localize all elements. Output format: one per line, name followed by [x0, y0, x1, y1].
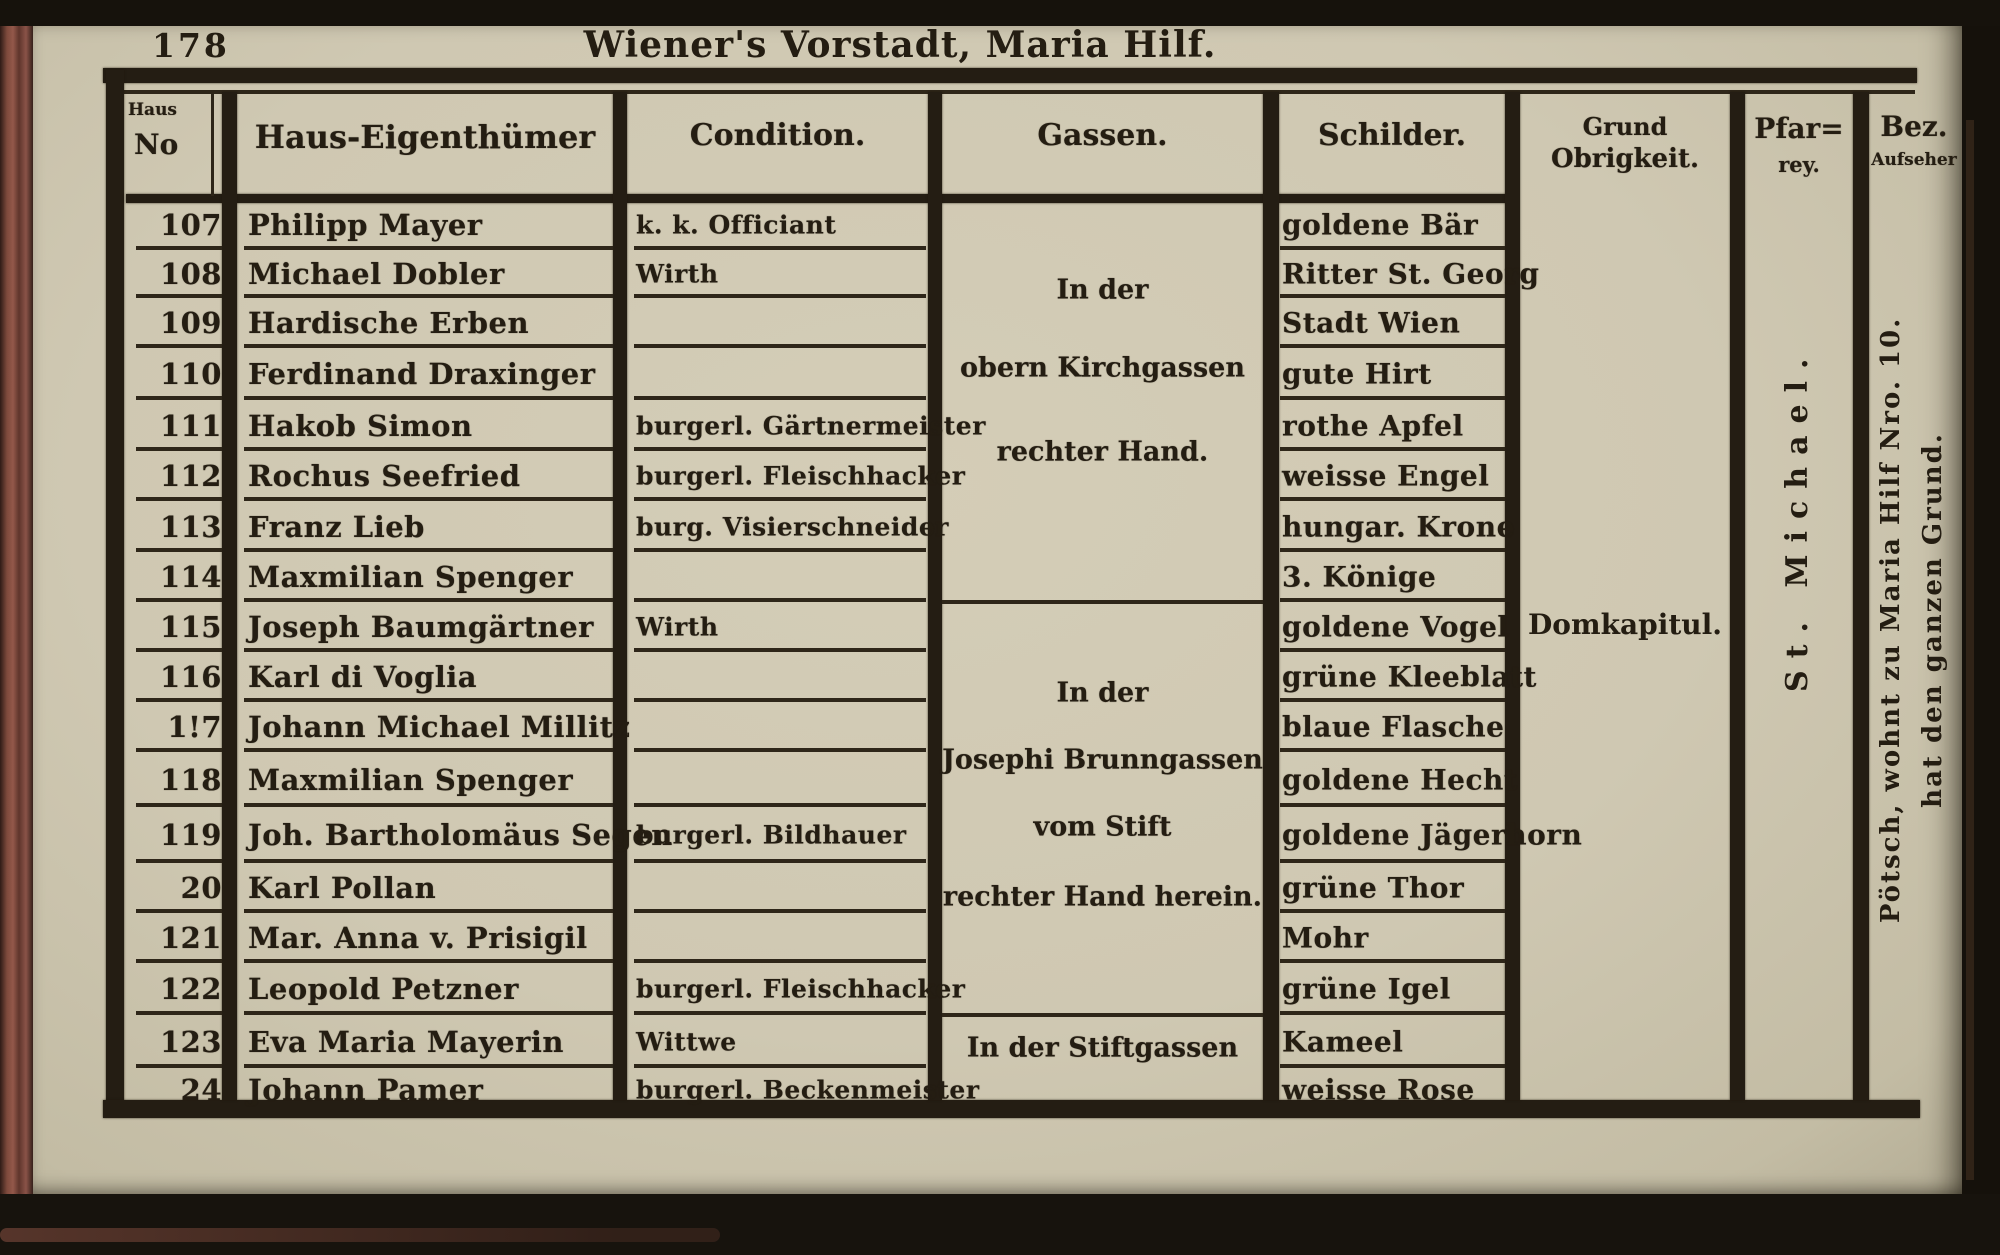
cell-condition: Wirth [636, 612, 719, 642]
table-row [126, 298, 1508, 348]
cell-schild: goldene Vogel [1282, 610, 1509, 644]
cell-grund-obrigkeit: Domkapitul. [1527, 608, 1723, 641]
table-row [126, 752, 1518, 807]
cell-owner: Karl di Voglia [248, 660, 478, 694]
col-divider-pfarrey-bez [1853, 92, 1869, 1100]
cell-haus-no: 114 [159, 560, 222, 594]
cell-owner: Franz Lieb [248, 509, 425, 544]
table-row [126, 963, 1508, 1015]
cell-owner: Ferdinand Draxinger [248, 357, 596, 391]
gassen-group1-line1: In der [1056, 274, 1149, 306]
cell-haus-no: 111 [159, 408, 222, 443]
cell-schild: goldene Hecht [1282, 763, 1518, 796]
col-divider-grund-pfarrey [1730, 92, 1745, 1100]
table-row [126, 1015, 1508, 1068]
cell-schild: 3. Könige [1282, 560, 1437, 594]
gassen-group3-line1: In der Stiftgassen [966, 1032, 1239, 1064]
cell-schild: Kameel [1282, 1025, 1404, 1058]
cell-haus-no: 118 [159, 762, 222, 797]
table-row [126, 652, 1537, 702]
cell-schild: hungar. Krone [1282, 510, 1515, 543]
cell-owner: Hakob Simon [248, 408, 473, 443]
cell-owner: Joseph Baumgärtner [248, 610, 594, 644]
cell-condition: burgerl. Fleischhacker [636, 461, 966, 491]
table-border-top-inner [120, 90, 1915, 94]
header-grund-line2: Obrigkeit. [1550, 144, 1700, 174]
cell-schild: grüne Thor [1282, 871, 1465, 905]
cell-schild: Ritter St. Georg [1282, 257, 1540, 291]
table-row [126, 250, 1540, 298]
cell-owner: Michael Dobler [248, 257, 505, 291]
gassen-group2-line3: vom Stift [1033, 811, 1172, 843]
table-row [126, 913, 1508, 963]
cell-haus-no: 1!7 [167, 710, 222, 744]
cell-owner: Johann Pamer [248, 1073, 484, 1107]
cell-haus-no: 122 [159, 972, 222, 1006]
header-pfarrey-line1: Pfar= [1754, 112, 1844, 145]
gassen-group2-line4: rechter Hand herein. [942, 881, 1263, 913]
cell-haus-no: 121 [159, 921, 222, 955]
cell-owner: Philipp Mayer [248, 208, 483, 242]
cell-condition: burgerl. Gärtnermeister [636, 411, 986, 440]
table-row [126, 451, 1508, 501]
header-schilder: Schilder. [1317, 118, 1467, 153]
cell-schild: blaue Flasche [1282, 710, 1505, 744]
table-row [126, 1068, 1508, 1112]
page-number: 178 [152, 26, 230, 65]
cell-owner: Joh. Bartholomäus Segen [248, 818, 673, 852]
cell-schild: grüne Kleeblatt [1282, 660, 1537, 694]
cell-haus-no: 24 [180, 1073, 222, 1107]
table-row [126, 807, 1583, 863]
cell-pfarrey-rotated: St. Michael. [1780, 346, 1815, 692]
cell-haus-no: 113 [159, 509, 222, 544]
cell-owner: Hardische Erben [248, 306, 530, 340]
cell-condition: burgerl. Bildhauer [636, 820, 907, 850]
cell-haus-no: 112 [159, 459, 222, 493]
header-haus: Haus [128, 100, 178, 120]
header-owner: Haus-Eigenthümer [254, 118, 596, 156]
gassen-group2-line1: In der [1056, 677, 1149, 709]
header-no: No [134, 128, 179, 161]
gassen-group-divider-1 [942, 600, 1263, 604]
cell-haus-no: 119 [159, 818, 222, 852]
cell-owner: Johann Michael Millitz [248, 710, 631, 744]
cell-condition: k. k. Officiant [636, 210, 837, 240]
cell-owner: Rochus Seefried [248, 459, 521, 493]
haus-no-header-divider [211, 94, 214, 196]
cell-haus-no: 110 [159, 357, 222, 391]
cell-haus-no: 108 [159, 257, 222, 291]
table-row [126, 702, 1508, 752]
cell-haus-no: 107 [159, 208, 222, 242]
table-row [126, 863, 1508, 913]
cell-condition: burg. Visierschneider [636, 512, 949, 541]
table-row [126, 552, 1508, 602]
cell-haus-no: 109 [159, 306, 222, 340]
cell-owner: Mar. Anna v. Prisigil [248, 921, 588, 955]
cell-bez-aufseher-rotated [1870, 290, 1954, 950]
cell-haus-no: 123 [159, 1024, 222, 1059]
cell-haus-no: 116 [159, 660, 222, 694]
cell-owner: Maxmilian Spenger [248, 560, 574, 594]
cell-schild: goldene Jägerhorn [1282, 818, 1583, 852]
cell-owner: Eva Maria Mayerin [248, 1024, 564, 1059]
bez-aufseher-line2: hat den ganzen Grund. [1918, 432, 1948, 808]
cell-condition: Wirth [636, 259, 719, 289]
gassen-group2-line2: Josephi Brunngassen [942, 744, 1263, 776]
table-border-top [103, 68, 1917, 83]
gassen-group1-line2: obern Kirchgassen [960, 352, 1245, 384]
page-title: Wiener's Vorstadt, Maria Hilf. [583, 24, 1217, 66]
cell-condition: burgerl. Fleischhacker [636, 974, 966, 1004]
cell-condition: Wittwe [636, 1027, 737, 1056]
cell-haus-no: 20 [180, 871, 222, 905]
gassen-group1-line3: rechter Hand. [996, 436, 1209, 468]
cell-condition: burgerl. Beckenmeister [636, 1075, 980, 1105]
cell-schild: gute Hirt [1282, 357, 1432, 391]
cell-schild: Stadt Wien [1282, 306, 1461, 340]
table-row [126, 200, 1508, 250]
cell-schild: rothe Apfel [1282, 409, 1464, 442]
cell-haus-no: 115 [159, 610, 222, 644]
table-row [126, 348, 1508, 400]
cell-schild: Mohr [1282, 921, 1369, 955]
table-row [126, 400, 1508, 451]
cell-schild: goldene Bär [1282, 208, 1479, 242]
table-row [126, 602, 1508, 652]
table-row [126, 501, 1515, 552]
bez-aufseher-line1: Pötsch, wohnt zu Maria Hilf Nro. 10. [1876, 316, 1906, 924]
cell-schild: weisse Engel [1282, 459, 1490, 493]
table-border-left [106, 70, 124, 1116]
cell-schild: weisse Rose [1282, 1073, 1475, 1107]
header-condition: Condition. [689, 118, 866, 153]
header-bez-line2: Aufseher [1871, 150, 1957, 170]
gassen-group-divider-2 [942, 1013, 1263, 1017]
cell-owner: Karl Pollan [248, 871, 437, 905]
cell-schild: grüne Igel [1282, 972, 1451, 1006]
cell-owner: Maxmilian Spenger [248, 762, 574, 797]
header-grund-line1: Grund [1582, 112, 1668, 141]
header-pfarrey-line2: rey. [1778, 152, 1820, 177]
header-gassen: Gassen. [1037, 118, 1168, 153]
header-bez-line1: Bez. [1880, 110, 1948, 143]
cell-owner: Leopold Petzner [248, 972, 519, 1006]
